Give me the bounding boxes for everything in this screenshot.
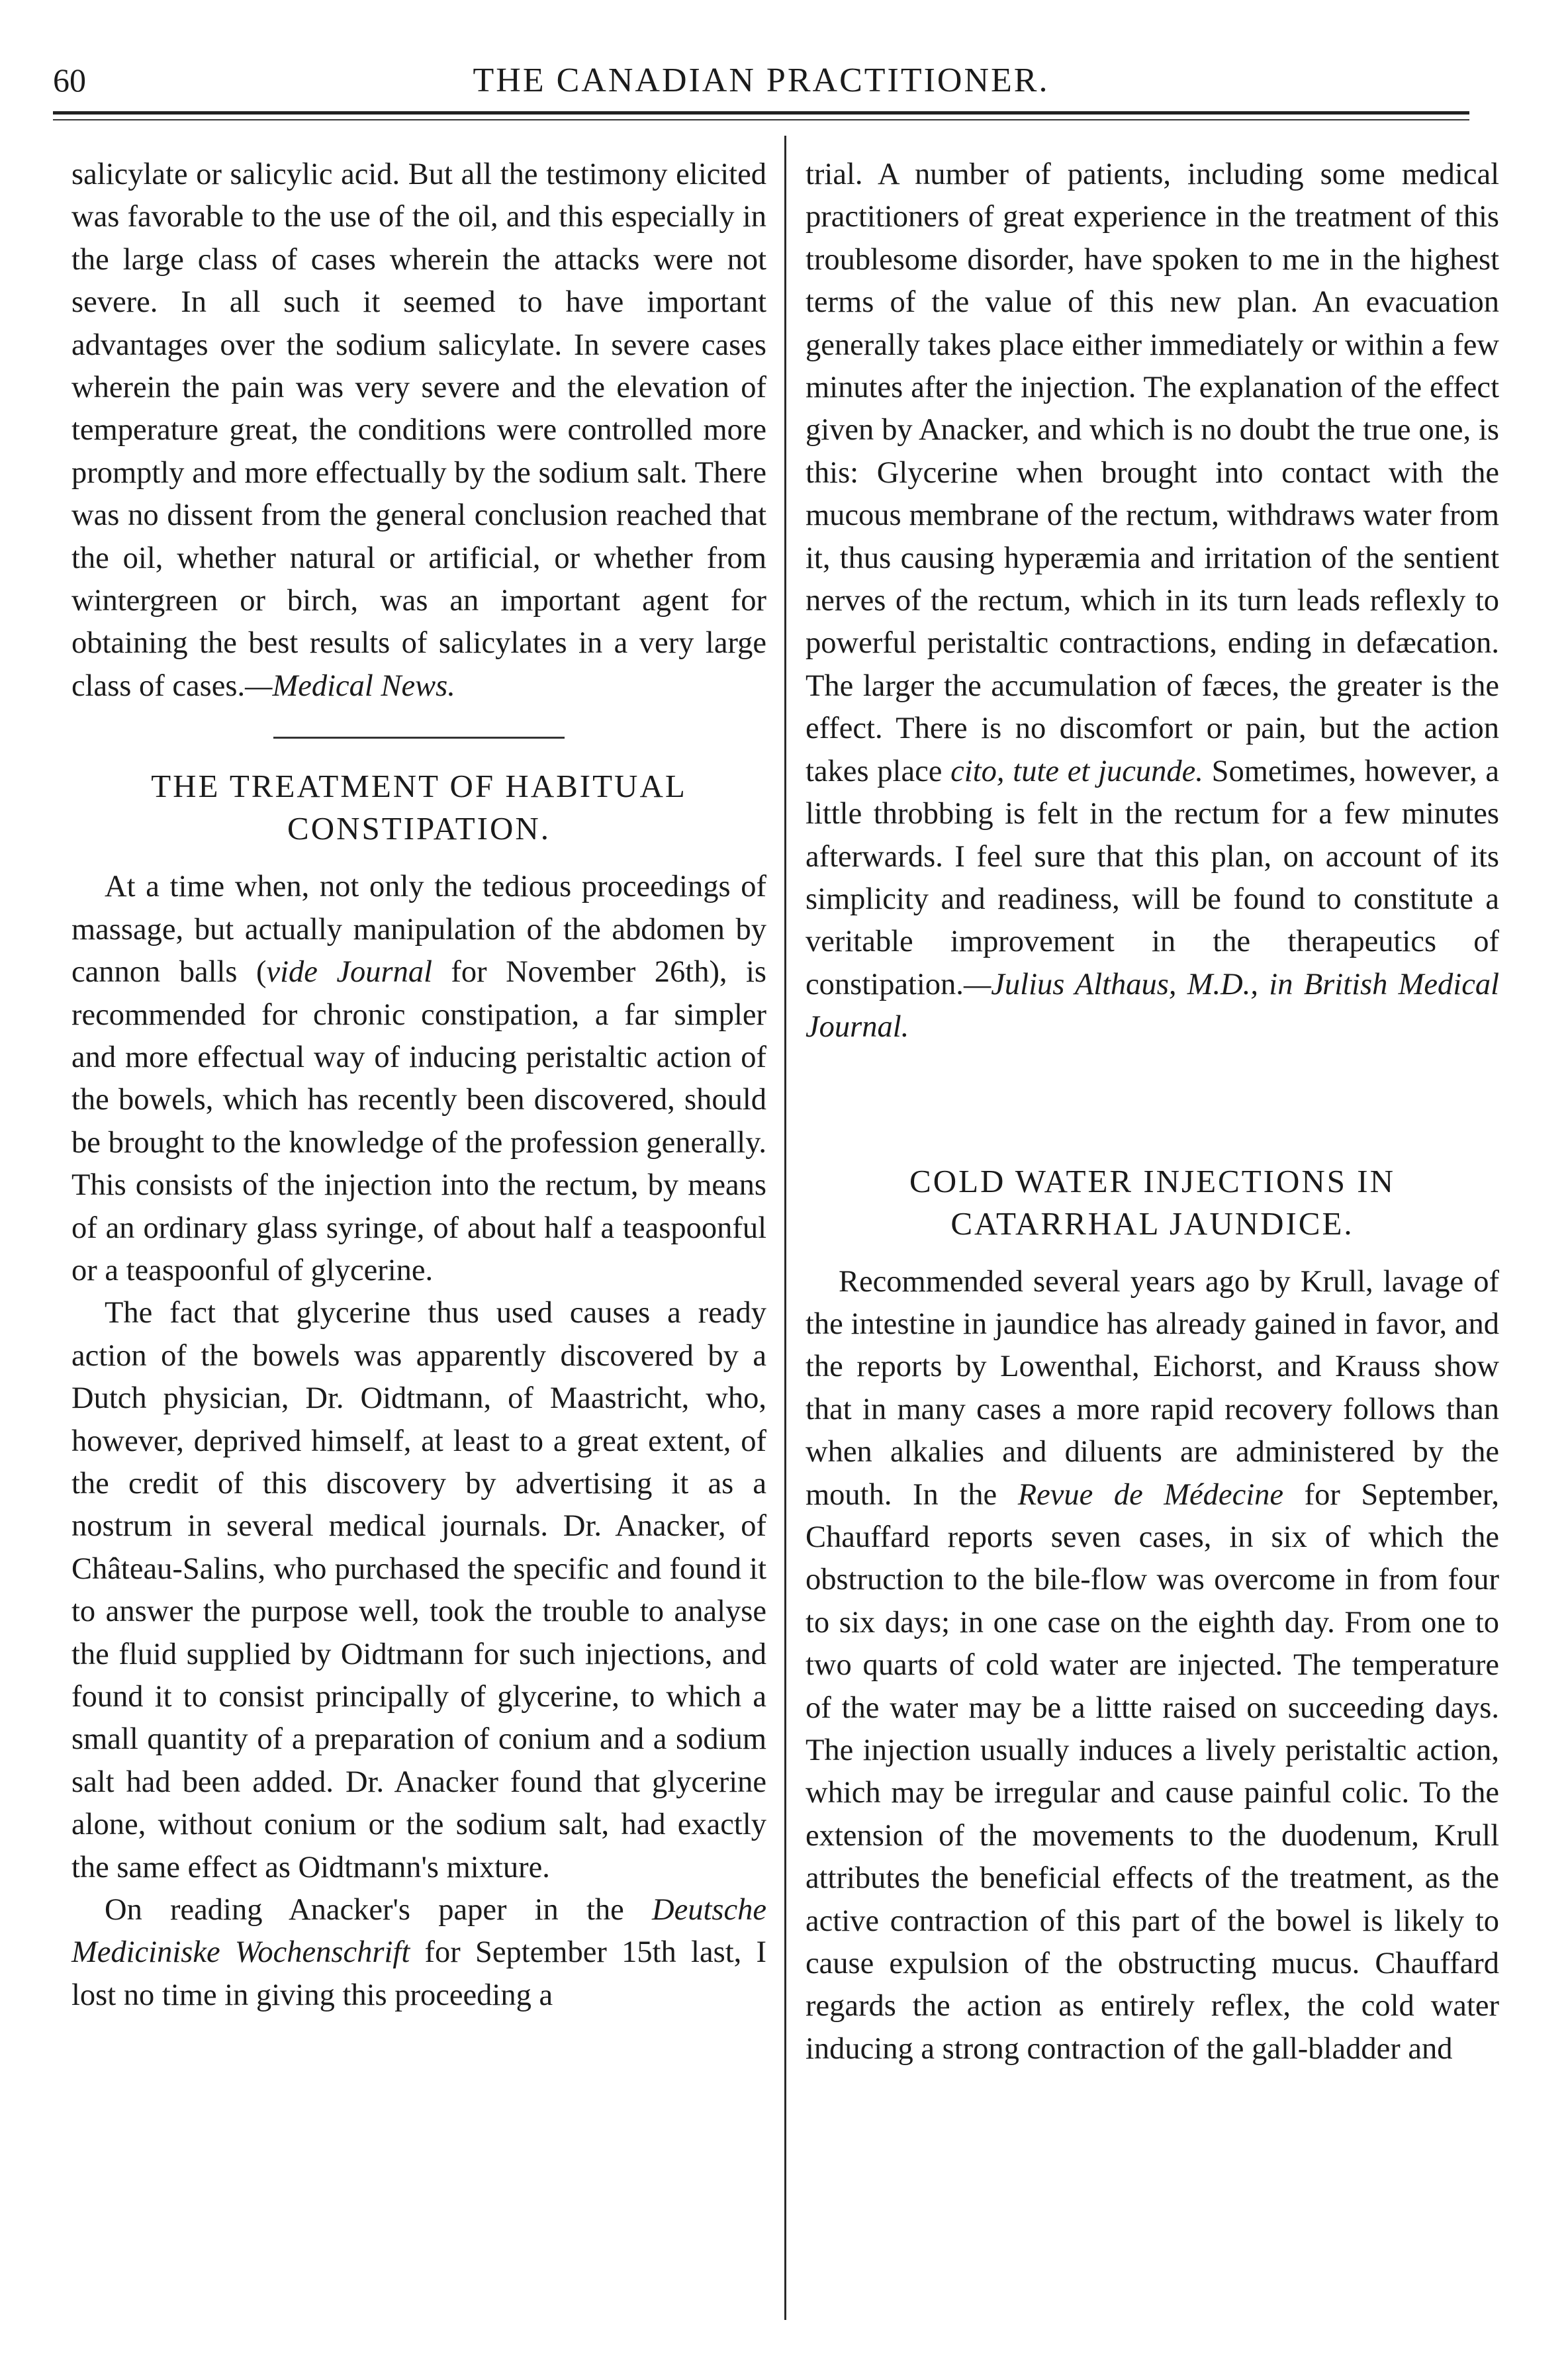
deutsche-journal-title: Deutsche Mediciniske Wochenschrift <box>71 1893 766 1970</box>
medical-news-source: —Medical News. <box>245 669 455 703</box>
anacker-text-a: On reading Anacker's paper in the <box>105 1893 652 1927</box>
header-rule-thin <box>53 119 1469 120</box>
latin-phrase: cito, tute et jucunde. <box>950 754 1203 788</box>
right-column <box>806 154 1499 2070</box>
jaundice-paragraph <box>806 1261 1499 2071</box>
jaundice-text-b: for September, Chauffard reports seven cases, in six of which the obstruction to the bile-flow was overcome in from four to six days; in one case on the eighth day. From one to two quarts of cold water are injected. The temperature of the water may be a littte raised on succeeding days. The injection usually induces a lively peristaltic action, which may be irregular and cause painful colic. To the extension of the movements to the duodenum, Krull attributes the beneficial effects of the treatment, as the active contraction of this part of the bowel is likely to cause expulsion of the obstructing mucus. Chauffard regards the action as entirely reflex, the cold water inducing a strong contraction of the gall-bladder and <box>806 1477 1499 2066</box>
heading-habitual-constipation: THE TREATMENT OF HABITUAL CONSTIPATION. <box>151 768 687 847</box>
section-separator <box>273 737 565 739</box>
constipation-paragraph-3 <box>71 1889 766 2017</box>
heading-cold-water-injections: COLD WATER INJECTIONS IN CATARRHAL JAUNDICE. <box>909 1162 1395 1242</box>
left-column <box>71 154 766 2017</box>
glycerine-paragraph <box>806 154 1499 1049</box>
althaus-source: —Julius Althaus, M.D., in British Medical Journal. <box>806 967 1499 1044</box>
salicylate-paragraph <box>71 154 766 708</box>
revue-journal-title: Revue de Médecine <box>1017 1477 1284 1512</box>
vide-journal-reference: vide Journal <box>266 955 432 990</box>
constipation-paragraph-2: The fact that glycerine thus used causes a ready action of the bowels was apparently discovered by a Dutch physician, Dr. Oidtmann, of Maastricht, who, however, deprived himself, at least to a great extent, of the credit of this discovery by advertising it as a nostrum in several medical journals. Dr. Anacker, of Château-Salins, who purchased the specific and found it to answer the purpose well, took the trouble to analyse the fluid supplied by Oidtmann for such injections, and found it to consist principally of glycerine, to which a small quantity of a preparation of conium and a sodium salt had been added. Dr. Anacker found that glycerine alone, without conium or the sodium salt, had exactly the same effect as Oidtmann's mixture. <box>71 1296 766 1884</box>
header-rule-thick <box>53 111 1469 115</box>
page-number: 60 <box>53 62 86 99</box>
anacker-text-b: for September 15th last, I lost no time in giving this proceeding a <box>71 1935 766 2012</box>
jaundice-text-a: Recommended several years ago by Krull, lavage of the intestine in jaundice has already gained in favor, and the reports by Lowenthal, Eichorst, and Krauss show that in many cases a more rapid recovery follows than when alkalies and diluents are administered by the mouth. In the <box>806 1264 1499 1512</box>
constipation-paragraph-1 <box>71 866 766 1292</box>
glycerine-text-a: trial. A number of patients, including some medical practitioners of great experience in the treatment of this troublesome disorder, have spoken to me in the highest terms of the value of this new plan. An evacuation generally takes place either immediately or within a few minutes after the injection. The explanation of the effect given by Anacker, and which is no doubt the true one, is this: Glycerine when brought into contact with the mucous membrane of the rectum, withdraws water from it, thus causing hyperæmia and irritation of the sentient nerves of the rectum, which in its turn leads reflexly to powerful peristaltic contractions, ending in defæcation. The larger the accumulation of fæces, the greater is the effect. There is no discomfort or pain, but the action takes place <box>806 158 1499 788</box>
running-title: THE CANADIAN PRACTITIONER. <box>473 62 1050 99</box>
glycerine-text-b: Sometimes, however, a little throbbing is felt in the rectum for a few minutes afterwards. I feel sure that this plan, on account of its simplicity and readiness, will be found to constitute a veritable improvement in the therapeutics of constipation. <box>806 754 1499 1001</box>
constipation-text-b: for November 26th), is recommended for chronic constipation, a far simpler and more effectual way of inducing peristaltic action of the bowels, which has recently been discovered, should be brought to the knowledge of the profession generally. This consists of the injection into the rectum, by means of an ordinary glass syringe, of about half a teaspoonful or a teaspoonful of glycerine. <box>71 955 766 1287</box>
salicylate-text: salicylate or salicylic acid. But all the testimony elicited was favorable to the use of the oil, and this especially in the large class of cases wherein the attacks were not severe. In all such it seemed to have important advantages over the sodium salicylate. In severe cases wherein the pain was very severe and the elevation of temperature great, the conditions were controlled more promptly and more effectually by the sodium salt. There was no dissent from the general conclusion reached that the oil, whether natural or artificial, or whether from wintergreen or birch, was an important agent for obtaining the best results of salicylates in a very large class of cases. <box>71 158 766 703</box>
constipation-text-a: At a time when, not only the tedious proceedings of massage, but actually manipulation of the abdomen by cannon balls ( <box>71 870 766 990</box>
page-header <box>53 53 1469 113</box>
column-divider <box>784 136 786 2320</box>
